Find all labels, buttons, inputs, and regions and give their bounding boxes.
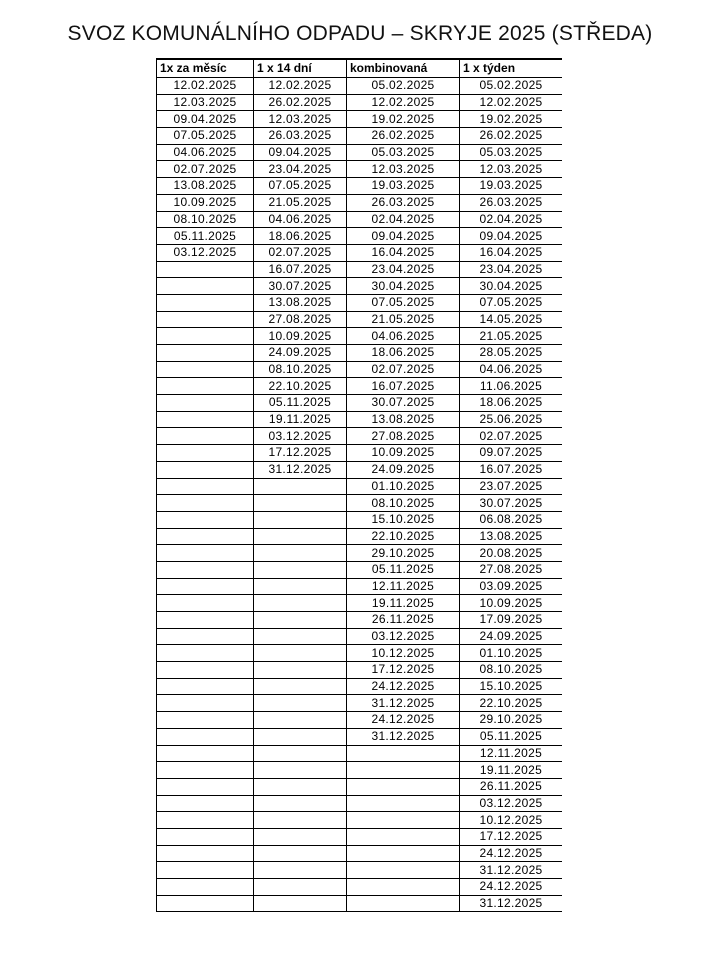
monthly-cell bbox=[157, 778, 254, 795]
table-row bbox=[157, 778, 563, 795]
biweekly-cell: 31.12.2025 bbox=[254, 461, 347, 478]
weekly-cell: 31.12.2025 bbox=[460, 895, 563, 912]
combined-cell: 19.02.2025 bbox=[347, 111, 460, 128]
table-row bbox=[157, 511, 563, 528]
weekly-cell: 15.10.2025 bbox=[460, 678, 563, 695]
weekly-cell: 31.12.2025 bbox=[460, 862, 563, 879]
combined-cell: 02.07.2025 bbox=[347, 361, 460, 378]
header-weekly: 1 x týden bbox=[460, 59, 563, 78]
header-monthly: 1x za měsíc bbox=[157, 59, 254, 78]
table-row bbox=[157, 578, 563, 595]
combined-cell: 09.04.2025 bbox=[347, 228, 460, 245]
monthly-cell bbox=[157, 428, 254, 445]
table-row bbox=[157, 812, 563, 829]
weekly-cell: 22.10.2025 bbox=[460, 695, 563, 712]
table-row bbox=[157, 445, 563, 462]
monthly-cell: 03.12.2025 bbox=[157, 244, 254, 261]
table-row bbox=[157, 678, 563, 695]
monthly-cell bbox=[157, 561, 254, 578]
weekly-cell: 02.04.2025 bbox=[460, 211, 563, 228]
biweekly-cell bbox=[254, 645, 347, 662]
combined-cell: 19.03.2025 bbox=[347, 178, 460, 195]
monthly-cell bbox=[157, 511, 254, 528]
monthly-cell bbox=[157, 361, 254, 378]
schedule-body bbox=[157, 78, 563, 912]
table-row bbox=[157, 128, 563, 145]
combined-cell: 26.02.2025 bbox=[347, 128, 460, 145]
combined-cell bbox=[347, 895, 460, 912]
monthly-cell: 12.03.2025 bbox=[157, 94, 254, 111]
weekly-cell: 12.02.2025 bbox=[460, 94, 563, 111]
biweekly-cell: 18.06.2025 bbox=[254, 228, 347, 245]
combined-cell: 29.10.2025 bbox=[347, 545, 460, 562]
monthly-cell bbox=[157, 328, 254, 345]
weekly-cell: 19.03.2025 bbox=[460, 178, 563, 195]
monthly-cell bbox=[157, 678, 254, 695]
biweekly-cell: 10.09.2025 bbox=[254, 328, 347, 345]
weekly-cell: 29.10.2025 bbox=[460, 712, 563, 729]
table-row bbox=[157, 228, 563, 245]
monthly-cell bbox=[157, 662, 254, 679]
biweekly-cell bbox=[254, 695, 347, 712]
weekly-cell: 05.03.2025 bbox=[460, 144, 563, 161]
page-title: SVOZ KOMUNÁLNÍHO ODPADU – SKRYJE 2025 (STŘEDA) bbox=[67, 22, 653, 45]
biweekly-cell bbox=[254, 795, 347, 812]
table-row bbox=[157, 161, 563, 178]
monthly-cell bbox=[157, 712, 254, 729]
combined-cell: 04.06.2025 bbox=[347, 328, 460, 345]
table-row bbox=[157, 328, 563, 345]
weekly-cell: 20.08.2025 bbox=[460, 545, 563, 562]
combined-cell: 12.11.2025 bbox=[347, 578, 460, 595]
monthly-cell: 09.04.2025 bbox=[157, 111, 254, 128]
table-row bbox=[157, 428, 563, 445]
monthly-cell: 12.02.2025 bbox=[157, 78, 254, 95]
monthly-cell bbox=[157, 828, 254, 845]
biweekly-cell: 03.12.2025 bbox=[254, 428, 347, 445]
table-row bbox=[157, 612, 563, 629]
weekly-cell: 19.11.2025 bbox=[460, 762, 563, 779]
monthly-cell bbox=[157, 495, 254, 512]
monthly-cell bbox=[157, 795, 254, 812]
combined-cell: 07.05.2025 bbox=[347, 294, 460, 311]
combined-cell: 05.02.2025 bbox=[347, 78, 460, 95]
weekly-cell: 14.05.2025 bbox=[460, 311, 563, 328]
table-row bbox=[157, 845, 563, 862]
combined-cell: 16.04.2025 bbox=[347, 244, 460, 261]
combined-cell bbox=[347, 879, 460, 896]
weekly-cell: 24.12.2025 bbox=[460, 845, 563, 862]
biweekly-cell: 09.04.2025 bbox=[254, 144, 347, 161]
weekly-cell: 17.12.2025 bbox=[460, 828, 563, 845]
table-row bbox=[157, 895, 563, 912]
biweekly-cell: 27.08.2025 bbox=[254, 311, 347, 328]
table-row bbox=[157, 395, 563, 412]
biweekly-cell bbox=[254, 728, 347, 745]
monthly-cell: 13.08.2025 bbox=[157, 178, 254, 195]
combined-cell bbox=[347, 795, 460, 812]
combined-cell: 22.10.2025 bbox=[347, 528, 460, 545]
table-row bbox=[157, 762, 563, 779]
weekly-cell: 05.02.2025 bbox=[460, 78, 563, 95]
biweekly-cell bbox=[254, 762, 347, 779]
combined-cell: 10.09.2025 bbox=[347, 445, 460, 462]
table-row bbox=[157, 595, 563, 612]
combined-cell: 12.02.2025 bbox=[347, 94, 460, 111]
weekly-cell: 02.07.2025 bbox=[460, 428, 563, 445]
monthly-cell bbox=[157, 311, 254, 328]
biweekly-cell bbox=[254, 495, 347, 512]
monthly-cell bbox=[157, 762, 254, 779]
weekly-cell: 06.08.2025 bbox=[460, 511, 563, 528]
monthly-cell: 08.10.2025 bbox=[157, 211, 254, 228]
table-row bbox=[157, 294, 563, 311]
monthly-cell bbox=[157, 645, 254, 662]
monthly-cell bbox=[157, 595, 254, 612]
biweekly-cell: 16.07.2025 bbox=[254, 261, 347, 278]
table-row bbox=[157, 879, 563, 896]
combined-cell: 16.07.2025 bbox=[347, 378, 460, 395]
table-row bbox=[157, 211, 563, 228]
table-row bbox=[157, 545, 563, 562]
table-row bbox=[157, 378, 563, 395]
biweekly-cell bbox=[254, 845, 347, 862]
combined-cell: 19.11.2025 bbox=[347, 595, 460, 612]
biweekly-cell: 19.11.2025 bbox=[254, 411, 347, 428]
weekly-cell: 25.06.2025 bbox=[460, 411, 563, 428]
combined-cell bbox=[347, 778, 460, 795]
table-row bbox=[157, 695, 563, 712]
monthly-cell bbox=[157, 812, 254, 829]
biweekly-cell bbox=[254, 778, 347, 795]
weekly-cell: 13.08.2025 bbox=[460, 528, 563, 545]
biweekly-cell bbox=[254, 712, 347, 729]
monthly-cell bbox=[157, 345, 254, 362]
weekly-cell: 24.09.2025 bbox=[460, 628, 563, 645]
biweekly-cell: 21.05.2025 bbox=[254, 194, 347, 211]
table-row bbox=[157, 261, 563, 278]
biweekly-cell: 04.06.2025 bbox=[254, 211, 347, 228]
table-row bbox=[157, 78, 563, 95]
table-row bbox=[157, 795, 563, 812]
weekly-cell: 11.06.2025 bbox=[460, 378, 563, 395]
combined-cell: 13.08.2025 bbox=[347, 411, 460, 428]
biweekly-cell bbox=[254, 879, 347, 896]
weekly-cell: 19.02.2025 bbox=[460, 111, 563, 128]
biweekly-cell: 17.12.2025 bbox=[254, 445, 347, 462]
biweekly-cell bbox=[254, 828, 347, 845]
table-row bbox=[157, 244, 563, 261]
monthly-cell bbox=[157, 745, 254, 762]
biweekly-cell: 05.11.2025 bbox=[254, 395, 347, 412]
weekly-cell: 12.03.2025 bbox=[460, 161, 563, 178]
monthly-cell bbox=[157, 879, 254, 896]
combined-cell: 24.12.2025 bbox=[347, 712, 460, 729]
weekly-cell: 30.07.2025 bbox=[460, 495, 563, 512]
combined-cell: 23.04.2025 bbox=[347, 261, 460, 278]
monthly-cell bbox=[157, 528, 254, 545]
monthly-cell bbox=[157, 628, 254, 645]
table-row bbox=[157, 478, 563, 495]
table-row bbox=[157, 495, 563, 512]
header-biweekly: 1 x 14 dní bbox=[254, 59, 347, 78]
monthly-cell bbox=[157, 478, 254, 495]
weekly-cell: 01.10.2025 bbox=[460, 645, 563, 662]
monthly-cell bbox=[157, 378, 254, 395]
monthly-cell bbox=[157, 612, 254, 629]
combined-cell: 30.07.2025 bbox=[347, 395, 460, 412]
biweekly-cell bbox=[254, 528, 347, 545]
table-row bbox=[157, 712, 563, 729]
monthly-cell bbox=[157, 862, 254, 879]
biweekly-cell bbox=[254, 895, 347, 912]
monthly-cell bbox=[157, 845, 254, 862]
table-row bbox=[157, 194, 563, 211]
weekly-cell: 09.04.2025 bbox=[460, 228, 563, 245]
combined-cell: 26.11.2025 bbox=[347, 612, 460, 629]
table-row bbox=[157, 528, 563, 545]
biweekly-cell bbox=[254, 595, 347, 612]
combined-cell: 30.04.2025 bbox=[347, 278, 460, 295]
monthly-cell bbox=[157, 411, 254, 428]
combined-cell: 17.12.2025 bbox=[347, 662, 460, 679]
biweekly-cell bbox=[254, 511, 347, 528]
biweekly-cell bbox=[254, 561, 347, 578]
weekly-cell: 30.04.2025 bbox=[460, 278, 563, 295]
biweekly-cell bbox=[254, 862, 347, 879]
combined-cell bbox=[347, 862, 460, 879]
monthly-cell bbox=[157, 695, 254, 712]
weekly-cell: 10.09.2025 bbox=[460, 595, 563, 612]
weekly-cell: 08.10.2025 bbox=[460, 662, 563, 679]
biweekly-cell: 12.03.2025 bbox=[254, 111, 347, 128]
combined-cell: 18.06.2025 bbox=[347, 345, 460, 362]
biweekly-cell bbox=[254, 612, 347, 629]
biweekly-cell: 30.07.2025 bbox=[254, 278, 347, 295]
schedule-table-container bbox=[156, 58, 562, 960]
combined-cell bbox=[347, 762, 460, 779]
table-row bbox=[157, 278, 563, 295]
biweekly-cell bbox=[254, 545, 347, 562]
table-row bbox=[157, 862, 563, 879]
biweekly-cell: 07.05.2025 bbox=[254, 178, 347, 195]
combined-cell: 31.12.2025 bbox=[347, 695, 460, 712]
biweekly-cell: 24.09.2025 bbox=[254, 345, 347, 362]
monthly-cell bbox=[157, 578, 254, 595]
combined-cell bbox=[347, 745, 460, 762]
monthly-cell: 02.07.2025 bbox=[157, 161, 254, 178]
table-row bbox=[157, 178, 563, 195]
combined-cell: 02.04.2025 bbox=[347, 211, 460, 228]
monthly-cell bbox=[157, 294, 254, 311]
weekly-cell: 16.07.2025 bbox=[460, 461, 563, 478]
biweekly-cell bbox=[254, 578, 347, 595]
weekly-cell: 18.06.2025 bbox=[460, 395, 563, 412]
weekly-cell: 07.05.2025 bbox=[460, 294, 563, 311]
combined-cell bbox=[347, 828, 460, 845]
combined-cell: 05.11.2025 bbox=[347, 561, 460, 578]
biweekly-cell bbox=[254, 662, 347, 679]
combined-cell: 12.03.2025 bbox=[347, 161, 460, 178]
weekly-cell: 17.09.2025 bbox=[460, 612, 563, 629]
combined-cell: 15.10.2025 bbox=[347, 511, 460, 528]
biweekly-cell: 26.03.2025 bbox=[254, 128, 347, 145]
table-row bbox=[157, 745, 563, 762]
monthly-cell bbox=[157, 261, 254, 278]
weekly-cell: 03.12.2025 bbox=[460, 795, 563, 812]
table-row bbox=[157, 662, 563, 679]
weekly-cell: 05.11.2025 bbox=[460, 728, 563, 745]
weekly-cell: 23.07.2025 bbox=[460, 478, 563, 495]
monthly-cell bbox=[157, 728, 254, 745]
table-row bbox=[157, 94, 563, 111]
combined-cell: 24.09.2025 bbox=[347, 461, 460, 478]
table-row bbox=[157, 828, 563, 845]
monthly-cell: 07.05.2025 bbox=[157, 128, 254, 145]
weekly-cell: 24.12.2025 bbox=[460, 879, 563, 896]
table-row bbox=[157, 645, 563, 662]
weekly-cell: 23.04.2025 bbox=[460, 261, 563, 278]
table-row bbox=[157, 311, 563, 328]
biweekly-cell: 22.10.2025 bbox=[254, 378, 347, 395]
monthly-cell: 10.09.2025 bbox=[157, 194, 254, 211]
combined-cell bbox=[347, 845, 460, 862]
biweekly-cell bbox=[254, 678, 347, 695]
weekly-cell: 28.05.2025 bbox=[460, 345, 563, 362]
combined-cell bbox=[347, 812, 460, 829]
biweekly-cell bbox=[254, 628, 347, 645]
combined-cell: 26.03.2025 bbox=[347, 194, 460, 211]
weekly-cell: 26.03.2025 bbox=[460, 194, 563, 211]
table-row bbox=[157, 144, 563, 161]
biweekly-cell: 02.07.2025 bbox=[254, 244, 347, 261]
combined-cell: 10.12.2025 bbox=[347, 645, 460, 662]
monthly-cell bbox=[157, 395, 254, 412]
header-combined: kombinovaná bbox=[347, 59, 460, 78]
schedule-table bbox=[156, 58, 562, 912]
monthly-cell bbox=[157, 895, 254, 912]
combined-cell: 03.12.2025 bbox=[347, 628, 460, 645]
monthly-cell bbox=[157, 545, 254, 562]
weekly-cell: 03.09.2025 bbox=[460, 578, 563, 595]
biweekly-cell: 13.08.2025 bbox=[254, 294, 347, 311]
combined-cell: 05.03.2025 bbox=[347, 144, 460, 161]
table-row bbox=[157, 628, 563, 645]
combined-cell: 08.10.2025 bbox=[347, 495, 460, 512]
monthly-cell bbox=[157, 445, 254, 462]
combined-cell: 24.12.2025 bbox=[347, 678, 460, 695]
biweekly-cell bbox=[254, 478, 347, 495]
biweekly-cell: 08.10.2025 bbox=[254, 361, 347, 378]
combined-cell: 27.08.2025 bbox=[347, 428, 460, 445]
table-row bbox=[157, 361, 563, 378]
table-row bbox=[157, 111, 563, 128]
table-row bbox=[157, 461, 563, 478]
weekly-cell: 12.11.2025 bbox=[460, 745, 563, 762]
biweekly-cell bbox=[254, 812, 347, 829]
weekly-cell: 09.07.2025 bbox=[460, 445, 563, 462]
weekly-cell: 04.06.2025 bbox=[460, 361, 563, 378]
monthly-cell bbox=[157, 461, 254, 478]
combined-cell: 01.10.2025 bbox=[347, 478, 460, 495]
monthly-cell bbox=[157, 278, 254, 295]
biweekly-cell: 23.04.2025 bbox=[254, 161, 347, 178]
monthly-cell: 04.06.2025 bbox=[157, 144, 254, 161]
table-row bbox=[157, 411, 563, 428]
weekly-cell: 26.02.2025 bbox=[460, 128, 563, 145]
weekly-cell: 26.11.2025 bbox=[460, 778, 563, 795]
table-row bbox=[157, 345, 563, 362]
weekly-cell: 27.08.2025 bbox=[460, 561, 563, 578]
weekly-cell: 16.04.2025 bbox=[460, 244, 563, 261]
combined-cell: 31.12.2025 bbox=[347, 728, 460, 745]
biweekly-cell: 12.02.2025 bbox=[254, 78, 347, 95]
combined-cell: 21.05.2025 bbox=[347, 311, 460, 328]
table-row bbox=[157, 728, 563, 745]
table-row bbox=[157, 561, 563, 578]
header-row bbox=[157, 59, 563, 78]
biweekly-cell: 26.02.2025 bbox=[254, 94, 347, 111]
monthly-cell: 05.11.2025 bbox=[157, 228, 254, 245]
weekly-cell: 10.12.2025 bbox=[460, 812, 563, 829]
biweekly-cell bbox=[254, 745, 347, 762]
weekly-cell: 21.05.2025 bbox=[460, 328, 563, 345]
